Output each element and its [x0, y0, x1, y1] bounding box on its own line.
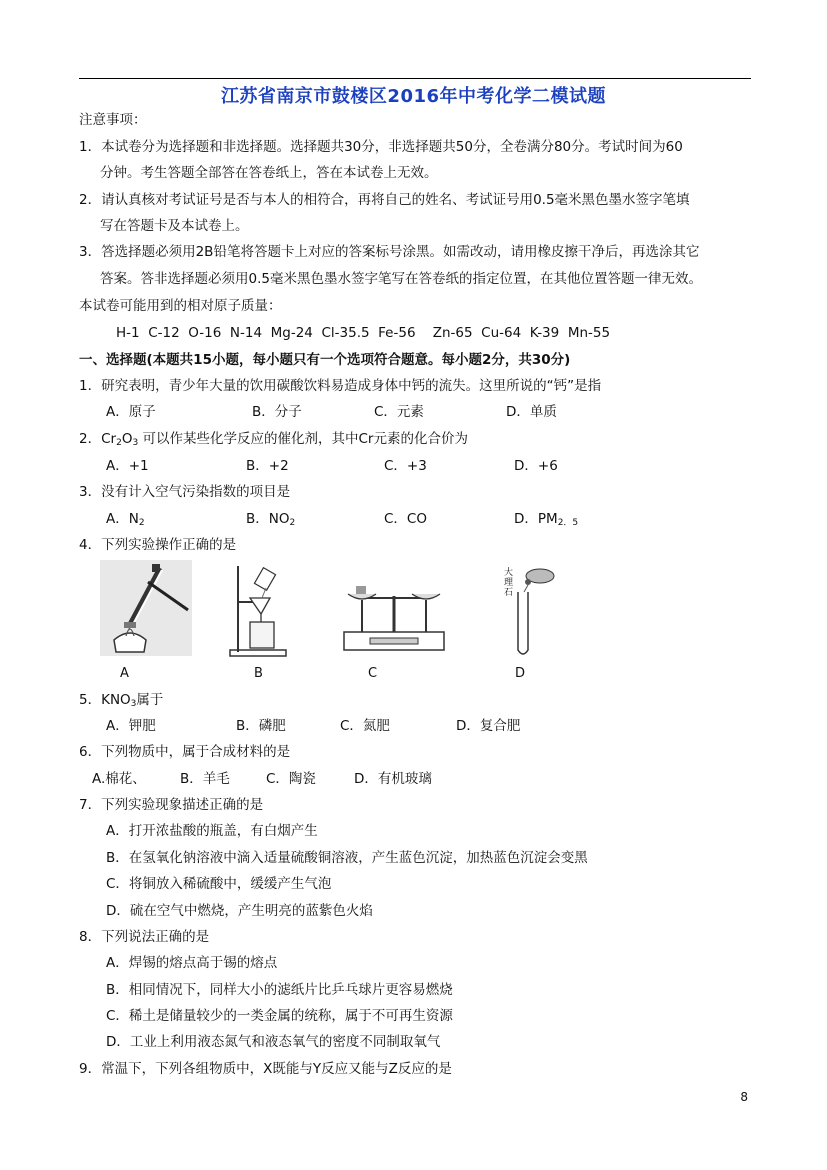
notice-line: 3．答选择题必须用2B铅笔将答题卡上对应的答案标号涂黑。如需改动，请用橡皮擦干净后，再选涂其它	[79, 244, 700, 260]
option-d: D．单质	[506, 404, 557, 420]
option-c: C．元素	[374, 404, 424, 420]
option-d: D．$PM_{2.5}$	[514, 511, 579, 528]
option-a: A．$N_2$	[106, 511, 145, 528]
question-1-stem: 1．研究表明，青少年大量的饮用碳酸饮料易造成身体中钙的流失。这里所说的“钙”是指	[79, 378, 602, 394]
option-a: A．原子	[106, 404, 156, 420]
header-rule	[79, 78, 751, 79]
option-b: B．相同情况下，同样大小的滤纸片比乒乓球片更容易燃烧	[106, 982, 453, 998]
figure-label-a: A	[120, 666, 129, 681]
option-a: A．焊锡的熔点高于锡的熔点	[106, 955, 278, 971]
figure-c-balance	[340, 574, 448, 654]
option-d: D．工业上利用液态氮气和液态氧气的密度不同制取氧气	[106, 1034, 441, 1050]
option-b: B．羊毛	[180, 771, 230, 787]
option-c: C．CO	[384, 511, 427, 527]
option-d: D．有机玻璃	[354, 771, 432, 787]
option-b: B．磷肥	[236, 718, 286, 734]
question-4-stem: 4．下列实验操作正确的是	[79, 537, 237, 553]
figure-label-b: B	[254, 666, 263, 681]
notice-line: 答案。答非选择题必须用0.5毫米黑色墨水签字笔写在答卷纸的指定位置，在其他位置答题一律无效。	[100, 271, 702, 287]
figure-a-heating-test-tube	[100, 560, 192, 656]
figure-b-filtration	[228, 562, 288, 658]
option-c: C．氮肥	[340, 718, 390, 734]
option-d: D．复合肥	[456, 718, 521, 734]
page-number: 8	[740, 1090, 748, 1104]
question-5-stem: 5．$KNO_3$属于	[79, 692, 164, 709]
question-7-stem: 7．下列实验现象描述正确的是	[79, 797, 264, 813]
option-a: A．钾肥	[106, 718, 156, 734]
option-c: C．+3	[384, 458, 427, 474]
notice-line: 1．本试卷分为选择题和非选择题。选择题共30分，非选择题共50分，全卷满分80分。考试时间为60	[79, 139, 683, 155]
notice-heading: 注意事项：	[79, 112, 147, 128]
option-a: A．+1	[106, 458, 149, 474]
question-8-stem: 8．下列说法正确的是	[79, 929, 210, 945]
option-a: A．打开浓盐酸的瓶盖，有白烟产生	[106, 823, 318, 839]
notice-line: 分钟。考生答题全部答在答卷纸上，答在本试卷上无效。	[100, 165, 438, 181]
question-2-stem: 2．$Cr_2O_3$ 可以作某些化学反应的催化剂，其中Cr元素的化合价为	[79, 431, 468, 448]
option-a: A.棉花、	[92, 771, 146, 787]
option-b: B．$NO_2$	[246, 511, 296, 528]
option-b: B．在氢氧化钠溶液中滴入适量硫酸铜溶液，产生蓝色沉淀，加热蓝色沉淀会变黑	[106, 850, 588, 866]
option-c: C．将铜放入稀硫酸中，缓缓产生气泡	[106, 876, 332, 892]
option-d: D．+6	[514, 458, 558, 474]
notice-line: 2．请认真核对考试证号是否与本人的相符合，再将自己的姓名、考试证号用0.5毫米黑色墨水签字笔填	[79, 192, 690, 208]
atomic-mass-heading: 本试卷可能用到的相对原子质量：	[79, 298, 282, 314]
figure-label-c: C	[368, 666, 378, 681]
figure-label-d: D	[515, 666, 526, 681]
option-b: B．+2	[246, 458, 289, 474]
question-6-stem: 6．下列物质中，属于合成材料的是	[79, 744, 291, 760]
option-c: C．陶瓷	[266, 771, 316, 787]
option-d: D．硫在空气中燃烧，产生明亮的蓝紫色火焰	[106, 903, 373, 919]
question-3-stem: 3．没有计入空气污染指数的项目是	[79, 484, 291, 500]
page-title: 江苏省南京市鼓楼区2016年中考化学二模试题	[220, 86, 607, 107]
question-9-stem: 9．常温下，下列各组物质中，X既能与Y反应又能与Z反应的是	[79, 1061, 452, 1077]
option-c: C．稀土是储量较少的一类金属的统称，属于不可再生资源	[106, 1008, 453, 1024]
option-b: B．分子	[252, 404, 302, 420]
marble-label: 大理石	[504, 568, 514, 598]
atomic-mass-list: H-1 C-12 O-16 N-14 Mg-24 Cl-35.5 Fe-56 Zn-65 Cu-64 K-39 Mn-55	[116, 325, 611, 341]
notice-line: 写在答题卡及本试卷上。	[100, 218, 249, 234]
section-heading: 一、选择题(本题共15小题，每小题只有一个选项符合题意。每小题2分，共30分)	[79, 352, 571, 368]
